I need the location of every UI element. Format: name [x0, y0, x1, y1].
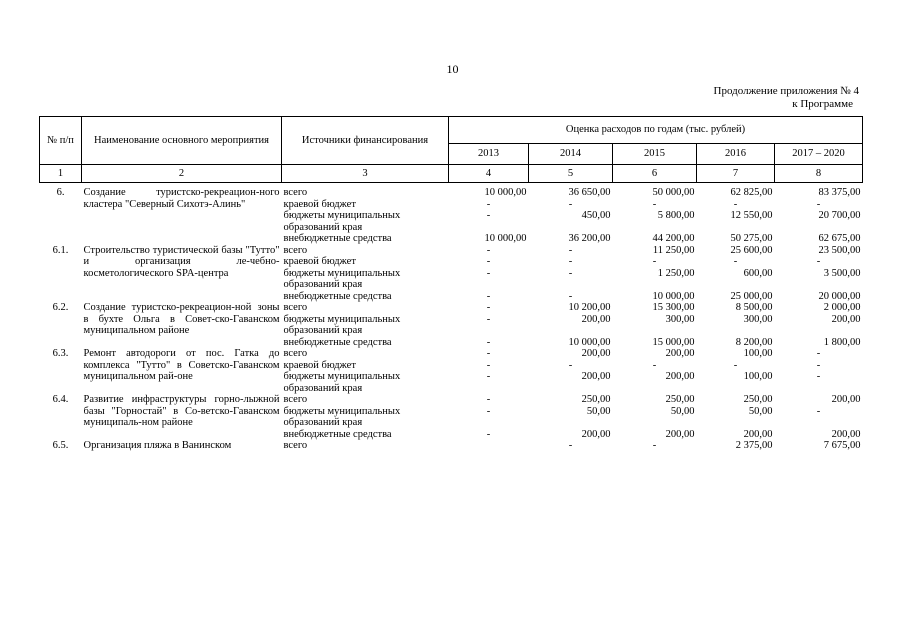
table-row: [40, 245, 863, 257]
funding-source: краевой бюджет: [283, 198, 356, 210]
funding-source: всего: [283, 348, 308, 359]
row-number: 6.3.: [52, 348, 69, 359]
value-2013: -: [486, 198, 491, 210]
column-number: 5: [529, 165, 613, 183]
value-2017-2020: 20 000,00: [818, 290, 861, 302]
value-2013: -: [486, 336, 491, 348]
header-year: 2016: [697, 144, 775, 165]
value-2014: 36 650,00: [568, 187, 611, 198]
funding-source: бюджеты муниципальных образований края: [283, 371, 401, 394]
value-2015: 200,00: [665, 348, 695, 359]
value-2017-2020: 20 700,00: [818, 210, 861, 221]
value-2015: 50 000,00: [652, 187, 695, 198]
value-2015: 50,00: [670, 405, 695, 417]
value-2017-2020: -: [816, 371, 821, 382]
funding-source: всего: [283, 302, 308, 313]
value-2014: 200,00: [581, 348, 611, 359]
value-2017-2020: -: [816, 405, 821, 417]
value-2016: 62 825,00: [730, 187, 773, 198]
value-2013: -: [486, 428, 491, 440]
value-2015: -: [652, 198, 657, 210]
column-number: 6: [613, 165, 697, 183]
continuation-line-1: Продолжение приложения № 4: [713, 85, 859, 97]
value-2014: -: [568, 244, 573, 256]
column-number: 7: [697, 165, 775, 183]
value-2016: 25 600,00: [730, 244, 773, 256]
value-2013: 10 000,00: [484, 187, 527, 198]
value-2013: -: [486, 313, 491, 325]
funding-source: краевой бюджет: [283, 359, 356, 371]
value-2015: 250,00: [665, 394, 695, 405]
value-2016: 600,00: [743, 267, 773, 279]
funding-source: краевой бюджет: [283, 256, 356, 267]
value-2015: -: [652, 440, 657, 451]
header-activity-name: Наименование основного мероприятия: [82, 117, 282, 165]
funding-source: бюджеты муниципальных образований края: [283, 210, 401, 233]
value-2016: 8 500,00: [735, 302, 773, 313]
value-2016: 50 275,00: [730, 233, 773, 244]
value-2017-2020: 7 675,00: [823, 440, 861, 451]
activity-name: Ремонт автодороги от пос. Гатка до комплекса "Тутто" в Советско-Гаванском муниципальном рай-оне: [83, 348, 280, 382]
table-row: [40, 440, 863, 452]
funding-source: внебюджетные средства: [283, 233, 392, 244]
header-number: № п/п: [40, 117, 82, 165]
value-2014: 200,00: [581, 313, 611, 325]
activity-name: Строительство туристической базы "Тутто" и организация ле-чебно-косметологического SPA-центра: [83, 244, 280, 279]
value-2015: -: [652, 359, 657, 371]
value-2015: 15 300,00: [652, 302, 695, 313]
value-2015: 15 000,00: [652, 336, 695, 348]
expense-estimate-table: [39, 116, 863, 452]
activity-name: Создание туристско-рекреацион-ного кластера "Северный Сихотэ-Алинь": [83, 187, 280, 210]
column-number: 8: [775, 165, 863, 183]
value-2016: 300,00: [743, 313, 773, 325]
activity-name: Создание туристско-рекреацион-ной зоны в бухте Ольга в Совет-ско-Гаванском муниципальном районе: [83, 302, 280, 336]
value-2013: -: [486, 302, 491, 313]
value-2015: 44 200,00: [652, 233, 695, 244]
value-2017-2020: 200,00: [831, 313, 861, 325]
header-year: 2014: [529, 144, 613, 165]
value-2017-2020: 62 675,00: [818, 233, 861, 244]
funding-source: внебюджетные средства: [283, 290, 392, 302]
row-number: 6.1.: [52, 244, 69, 256]
value-2016: 8 200,00: [735, 336, 773, 348]
value-2016: -: [733, 359, 738, 371]
value-2014: 10 000,00: [568, 336, 611, 348]
value-2017-2020: 200,00: [831, 394, 861, 405]
table-row: [40, 183, 863, 199]
value-2017-2020: -: [816, 359, 821, 371]
page-number: 10: [446, 62, 459, 76]
row-number: 6.5.: [52, 440, 69, 451]
value-2015: 300,00: [665, 313, 695, 325]
value-2014: 200,00: [581, 428, 611, 440]
value-2015: 5 800,00: [657, 210, 695, 221]
value-2014: 250,00: [581, 394, 611, 405]
value-2014: -: [568, 267, 573, 279]
value-2014: 36 200,00: [568, 233, 611, 244]
activity-name: Организация пляжа в Ванинском: [83, 440, 232, 451]
column-number: 2: [82, 165, 282, 183]
value-2013: -: [486, 210, 491, 221]
value-2013: [449, 440, 529, 452]
appendix-continuation-note: [714, 85, 859, 111]
value-2016: 50,00: [748, 405, 773, 417]
value-2016: 100,00: [743, 348, 773, 359]
value-2017-2020: -: [816, 256, 821, 267]
value-2015: 1 250,00: [657, 267, 695, 279]
value-2017-2020: 83 375,00: [818, 187, 861, 198]
value-2014: -: [568, 290, 573, 302]
value-2016: 25 000,00: [730, 290, 773, 302]
column-number: 4: [449, 165, 529, 183]
row-number: 6.: [56, 187, 65, 198]
funding-source: всего: [283, 187, 308, 198]
funding-source: бюджеты муниципальных образований края: [283, 405, 401, 428]
value-2016: 12 550,00: [730, 210, 773, 221]
funding-source: внебюджетные средства: [283, 428, 392, 440]
value-2013: -: [486, 267, 491, 279]
value-2013: -: [486, 359, 491, 371]
value-2017-2020: 3 500,00: [823, 267, 861, 279]
value-2014: 10 200,00: [568, 302, 611, 313]
funding-source: бюджеты муниципальных образований края: [283, 267, 401, 290]
value-2016: 200,00: [743, 428, 773, 440]
value-2016: 2 375,00: [735, 440, 773, 451]
row-number: 6.2.: [52, 302, 69, 313]
header-funding-sources: Источники финансирования: [282, 117, 449, 165]
column-number: 3: [282, 165, 449, 183]
funding-source: всего: [283, 394, 308, 405]
header-year: 2017 – 2020: [775, 144, 863, 165]
value-2015: 10 000,00: [652, 290, 695, 302]
value-2014: -: [568, 256, 573, 267]
column-number: 1: [40, 165, 82, 183]
funding-source: всего: [283, 440, 308, 451]
value-2013: -: [486, 256, 491, 267]
value-2016: -: [733, 198, 738, 210]
value-2015: 200,00: [665, 371, 695, 382]
value-2013: 10 000,00: [484, 233, 527, 244]
funding-source: бюджеты муниципальных образований края: [283, 313, 401, 336]
value-2013: -: [486, 371, 491, 382]
value-2014: 200,00: [581, 371, 611, 382]
activity-name: Развитие инфраструктуры горно-лыжной базы "Горностай" в Со-ветско-Гаванском муниципаль-ном районе: [83, 394, 280, 428]
value-2017-2020: 2 000,00: [823, 302, 861, 313]
value-2015: 11 250,00: [652, 244, 695, 256]
table-row: [40, 348, 863, 360]
funding-source: всего: [283, 244, 308, 256]
value-2017-2020: 23 500,00: [818, 244, 861, 256]
value-2015: 200,00: [665, 428, 695, 440]
row-number: 6.4.: [52, 394, 69, 405]
value-2017-2020: 200,00: [831, 428, 861, 440]
value-2014: 450,00: [581, 210, 611, 221]
header-year: 2015: [613, 144, 697, 165]
value-2013: -: [486, 405, 491, 417]
value-2013: -: [486, 290, 491, 302]
table-body: [40, 183, 863, 452]
value-2014: -: [568, 198, 573, 210]
value-2017-2020: 1 800,00: [823, 336, 861, 348]
value-2014: -: [568, 359, 573, 371]
value-2017-2020: -: [816, 198, 821, 210]
value-2014: -: [568, 440, 573, 451]
value-2017-2020: -: [816, 348, 821, 359]
value-2013: -: [486, 244, 491, 256]
header-year: 2013: [449, 144, 529, 165]
value-2013: -: [486, 394, 491, 405]
value-2014: 50,00: [586, 405, 611, 417]
value-2013: -: [486, 348, 491, 359]
value-2016: 250,00: [743, 394, 773, 405]
table-row: [40, 302, 863, 314]
value-2015: -: [652, 256, 657, 267]
continuation-line-2: к Программе: [792, 98, 853, 110]
funding-source: внебюджетные средства: [283, 336, 392, 348]
value-2016: -: [733, 256, 738, 267]
header-expense-estimate: Оценка расходов по годам (тыс. рублей): [449, 117, 863, 144]
value-2016: 100,00: [743, 371, 773, 382]
table-row: [40, 394, 863, 406]
